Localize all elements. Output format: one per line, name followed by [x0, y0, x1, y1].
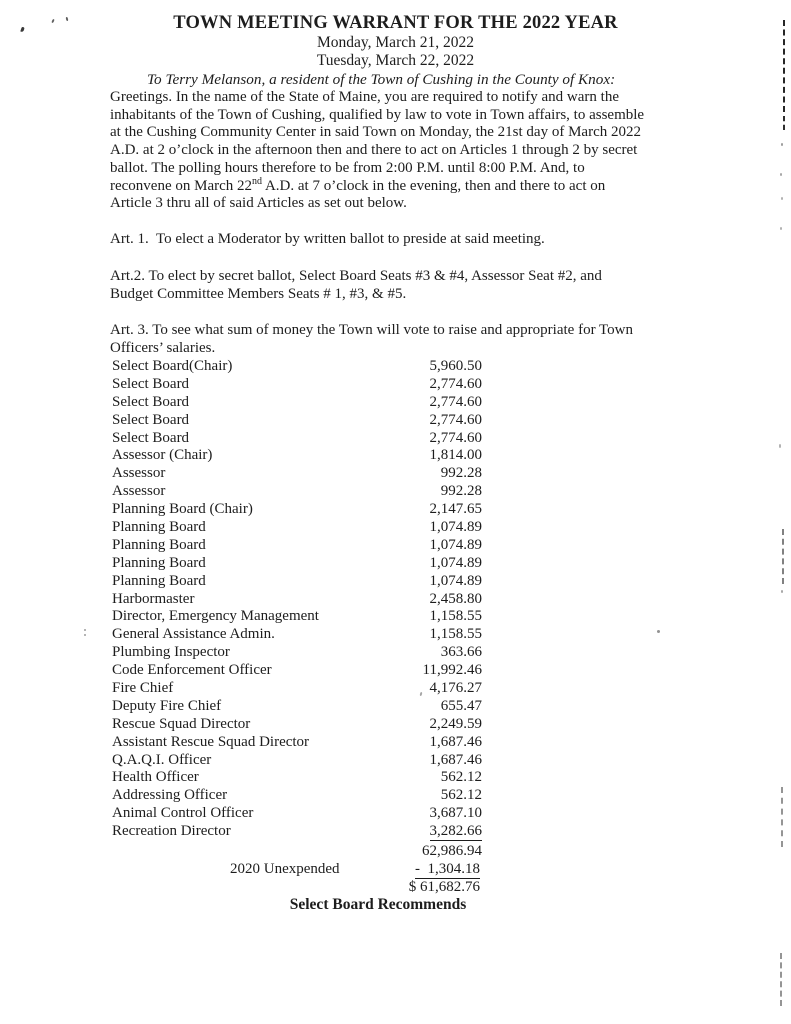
ordinal-superscript: nd — [252, 175, 263, 187]
salary-amount-value: 1,074.89 — [429, 536, 482, 553]
salary-position-label: Plumbing Inspector — [112, 644, 230, 661]
scan-artifact — [780, 173, 782, 176]
salary-table — [0, 358, 791, 841]
salary-table-row — [0, 805, 791, 823]
salary-position-label: Assessor — [112, 483, 166, 500]
meeting-date-tuesday: Tuesday, March 22, 2022 — [316, 51, 475, 69]
intro-paragraph — [110, 89, 644, 213]
salary-amount-value: 2,774.60 — [429, 411, 482, 428]
salary-table-row — [0, 394, 791, 412]
meeting-date-monday: Monday, March 21, 2022 — [317, 34, 474, 51]
article-3 — [110, 322, 633, 358]
intro-line — [110, 175, 644, 196]
salary-table-row — [0, 716, 791, 734]
salary-position-label: Planning Board (Chair) — [112, 501, 253, 518]
salary-amount-value: 2,774.60 — [429, 429, 482, 446]
salary-position-label: Q.A.Q.I. Officer — [112, 751, 212, 768]
unexpended-amount: - 1,304.18 — [415, 861, 480, 877]
intro-line: Greetings. In the name of the State of Maine, you are required to notify and warn the — [110, 89, 619, 105]
salary-subtotal: 62,986.94 — [422, 843, 482, 859]
salary-table-row — [0, 626, 791, 644]
salary-amount-value: 655.47 — [440, 697, 482, 714]
intro-line-post: A.D. at 7 o’clock in the evening, then and there to act on — [262, 177, 606, 194]
scan-artifact — [781, 197, 783, 200]
article-2 — [110, 268, 602, 304]
salary-table-row — [0, 823, 791, 841]
salary-table-row — [0, 465, 791, 483]
article-2-text: Art.2. To elect by secret ballot, Select Board Seats #3 & #4, Assessor Seat #2, and — [110, 268, 602, 284]
salary-table-row — [0, 608, 791, 626]
salary-amount-value: 1,074.89 — [429, 554, 482, 571]
salary-position-label: Select Board(Chair) — [112, 358, 233, 374]
salary-position-label: Rescue Squad Director — [112, 715, 251, 732]
scan-artifact — [780, 227, 782, 230]
salary-position-label: Planning Board — [112, 519, 206, 536]
article-3-text: Officers’ salaries. — [110, 339, 216, 356]
salary-table-row — [0, 787, 791, 805]
salary-table-row — [0, 573, 791, 591]
salary-amount-value: 562.12 — [440, 787, 482, 804]
intro-line-pre: reconvene on March 22 — [110, 177, 253, 194]
salary-position-label: Recreation Director — [112, 823, 231, 840]
salary-position-label: Director, Emergency Management — [112, 608, 319, 625]
salary-position-label: Health Officer — [112, 769, 199, 786]
intro-line: A.D. at 2 o’clock in the afternoon then and there to act on Articles 1 through 2 by secret — [110, 142, 638, 159]
salary-position-label: Select Board — [112, 411, 190, 428]
document-header — [0, 13, 791, 69]
scan-artifact — [781, 143, 783, 146]
salary-total: $ 61,682.76 — [408, 879, 480, 895]
salutation-line: To Terry Melanson, a resident of the Town of Cushing in the County of Knox: — [147, 71, 616, 88]
salary-amount-value: 11,992.46 — [422, 662, 482, 679]
salary-position-label: Addressing Officer — [112, 787, 228, 804]
salary-amount-value: 562.12 — [440, 769, 482, 786]
document-title: TOWN MEETING WARRANT FOR THE 2022 YEAR — [173, 13, 618, 33]
article-3-text: Art. 3. To see what sum of money the Town will vote to raise and appropriate for Town — [110, 322, 633, 338]
intro-line: inhabitants of the Town of Cushing, qualified by law to vote in Town affairs, to assemble — [110, 106, 645, 123]
salary-amount-value: 2,458.80 — [429, 590, 482, 607]
salary-table-row — [0, 555, 791, 573]
intro-line: Article 3 thru all of said Articles as set out below. — [110, 195, 407, 212]
salary-amount-value: 2,147.65 — [429, 501, 482, 518]
scan-artifact — [780, 953, 782, 1006]
salary-table-row — [0, 644, 791, 662]
scan-artifact — [783, 116, 785, 130]
salary-amount-value: 1,158.55 — [429, 626, 482, 643]
salary-table-row — [0, 430, 791, 448]
salary-table-row — [0, 537, 791, 555]
salary-position-label: Assistant Rescue Squad Director — [112, 733, 310, 750]
salary-table-row — [0, 680, 791, 698]
salary-position-label: Planning Board — [112, 554, 206, 571]
salary-table-row — [0, 734, 791, 752]
salary-position-label: Deputy Fire Chief — [112, 697, 222, 714]
salary-table-row — [0, 483, 791, 501]
salary-amount-value: 1,687.46 — [429, 733, 482, 750]
salary-table-row — [0, 358, 791, 376]
salary-table-row — [0, 698, 791, 716]
select-board-recommendation: Select Board Recommends — [289, 896, 467, 913]
salary-position-label: Harbormaster — [112, 590, 195, 607]
salary-table-row — [0, 769, 791, 787]
salary-position-label: Assessor (Chair) — [112, 447, 213, 464]
salary-table-row — [0, 376, 791, 394]
salary-table-row — [0, 447, 791, 465]
salary-amount-value: 1,687.46 — [429, 751, 482, 768]
salary-position-label: Planning Board — [112, 536, 206, 553]
salary-position-label: Code Enforcement Officer — [112, 662, 272, 679]
salary-amount-value: 5,960.50 — [429, 358, 482, 374]
salary-position-label: Select Board — [112, 393, 190, 410]
article-2-text: Budget Committee Members Seats # 1, #3, & #5. — [110, 285, 407, 302]
salary-amount-value: 2,249.59 — [429, 715, 482, 732]
salary-position-label: Select Board — [112, 429, 190, 446]
salary-amount-value: 1,158.55 — [429, 608, 482, 625]
salary-amount-value: 3,687.10 — [429, 805, 482, 822]
salary-table-row — [0, 412, 791, 430]
salary-position-label: General Assistance Admin. — [112, 626, 275, 643]
intro-line: at the Cushing Community Center in said Town on Monday, the 21st day of March 2022 — [110, 124, 641, 141]
salary-amount-value: 2,774.60 — [429, 393, 482, 410]
salary-amount-value: 1,074.89 — [429, 572, 482, 589]
salary-amount-value: 1,074.89 — [429, 519, 482, 536]
salary-table-row — [0, 662, 791, 680]
salary-table-row — [0, 519, 791, 537]
salary-position-label: Select Board — [112, 375, 190, 392]
salary-table-row — [0, 591, 791, 609]
unexpended-label: 2020 Unexpended — [230, 861, 340, 877]
salary-amount-value: 4,176.27 — [429, 680, 482, 697]
salary-amount-value: 363.66 — [440, 644, 482, 661]
article-1 — [110, 231, 545, 249]
salary-position-label: Animal Control Officer — [112, 805, 254, 822]
article-1-text: Art. 1. To elect a Moderator by written ballot to preside at said meeting. — [110, 231, 545, 247]
salary-table-row — [0, 501, 791, 519]
salary-amount-value: 3,282.66 — [429, 823, 482, 840]
salary-amount-value: 992.28 — [440, 465, 482, 482]
intro-line: ballot. The polling hours therefore to be from 2:00 P.M. until 8:00 P.M. And, to — [110, 159, 585, 176]
salary-amount-value: 992.28 — [440, 483, 482, 500]
salary-amount-value: 1,814.00 — [429, 447, 482, 464]
salary-position-label: Planning Board — [112, 572, 206, 589]
salary-amount-value: 2,774.60 — [429, 375, 482, 392]
salary-position-label: Assessor — [112, 465, 166, 482]
salary-position-label: Fire Chief — [112, 680, 174, 697]
salary-table-row — [0, 752, 791, 770]
